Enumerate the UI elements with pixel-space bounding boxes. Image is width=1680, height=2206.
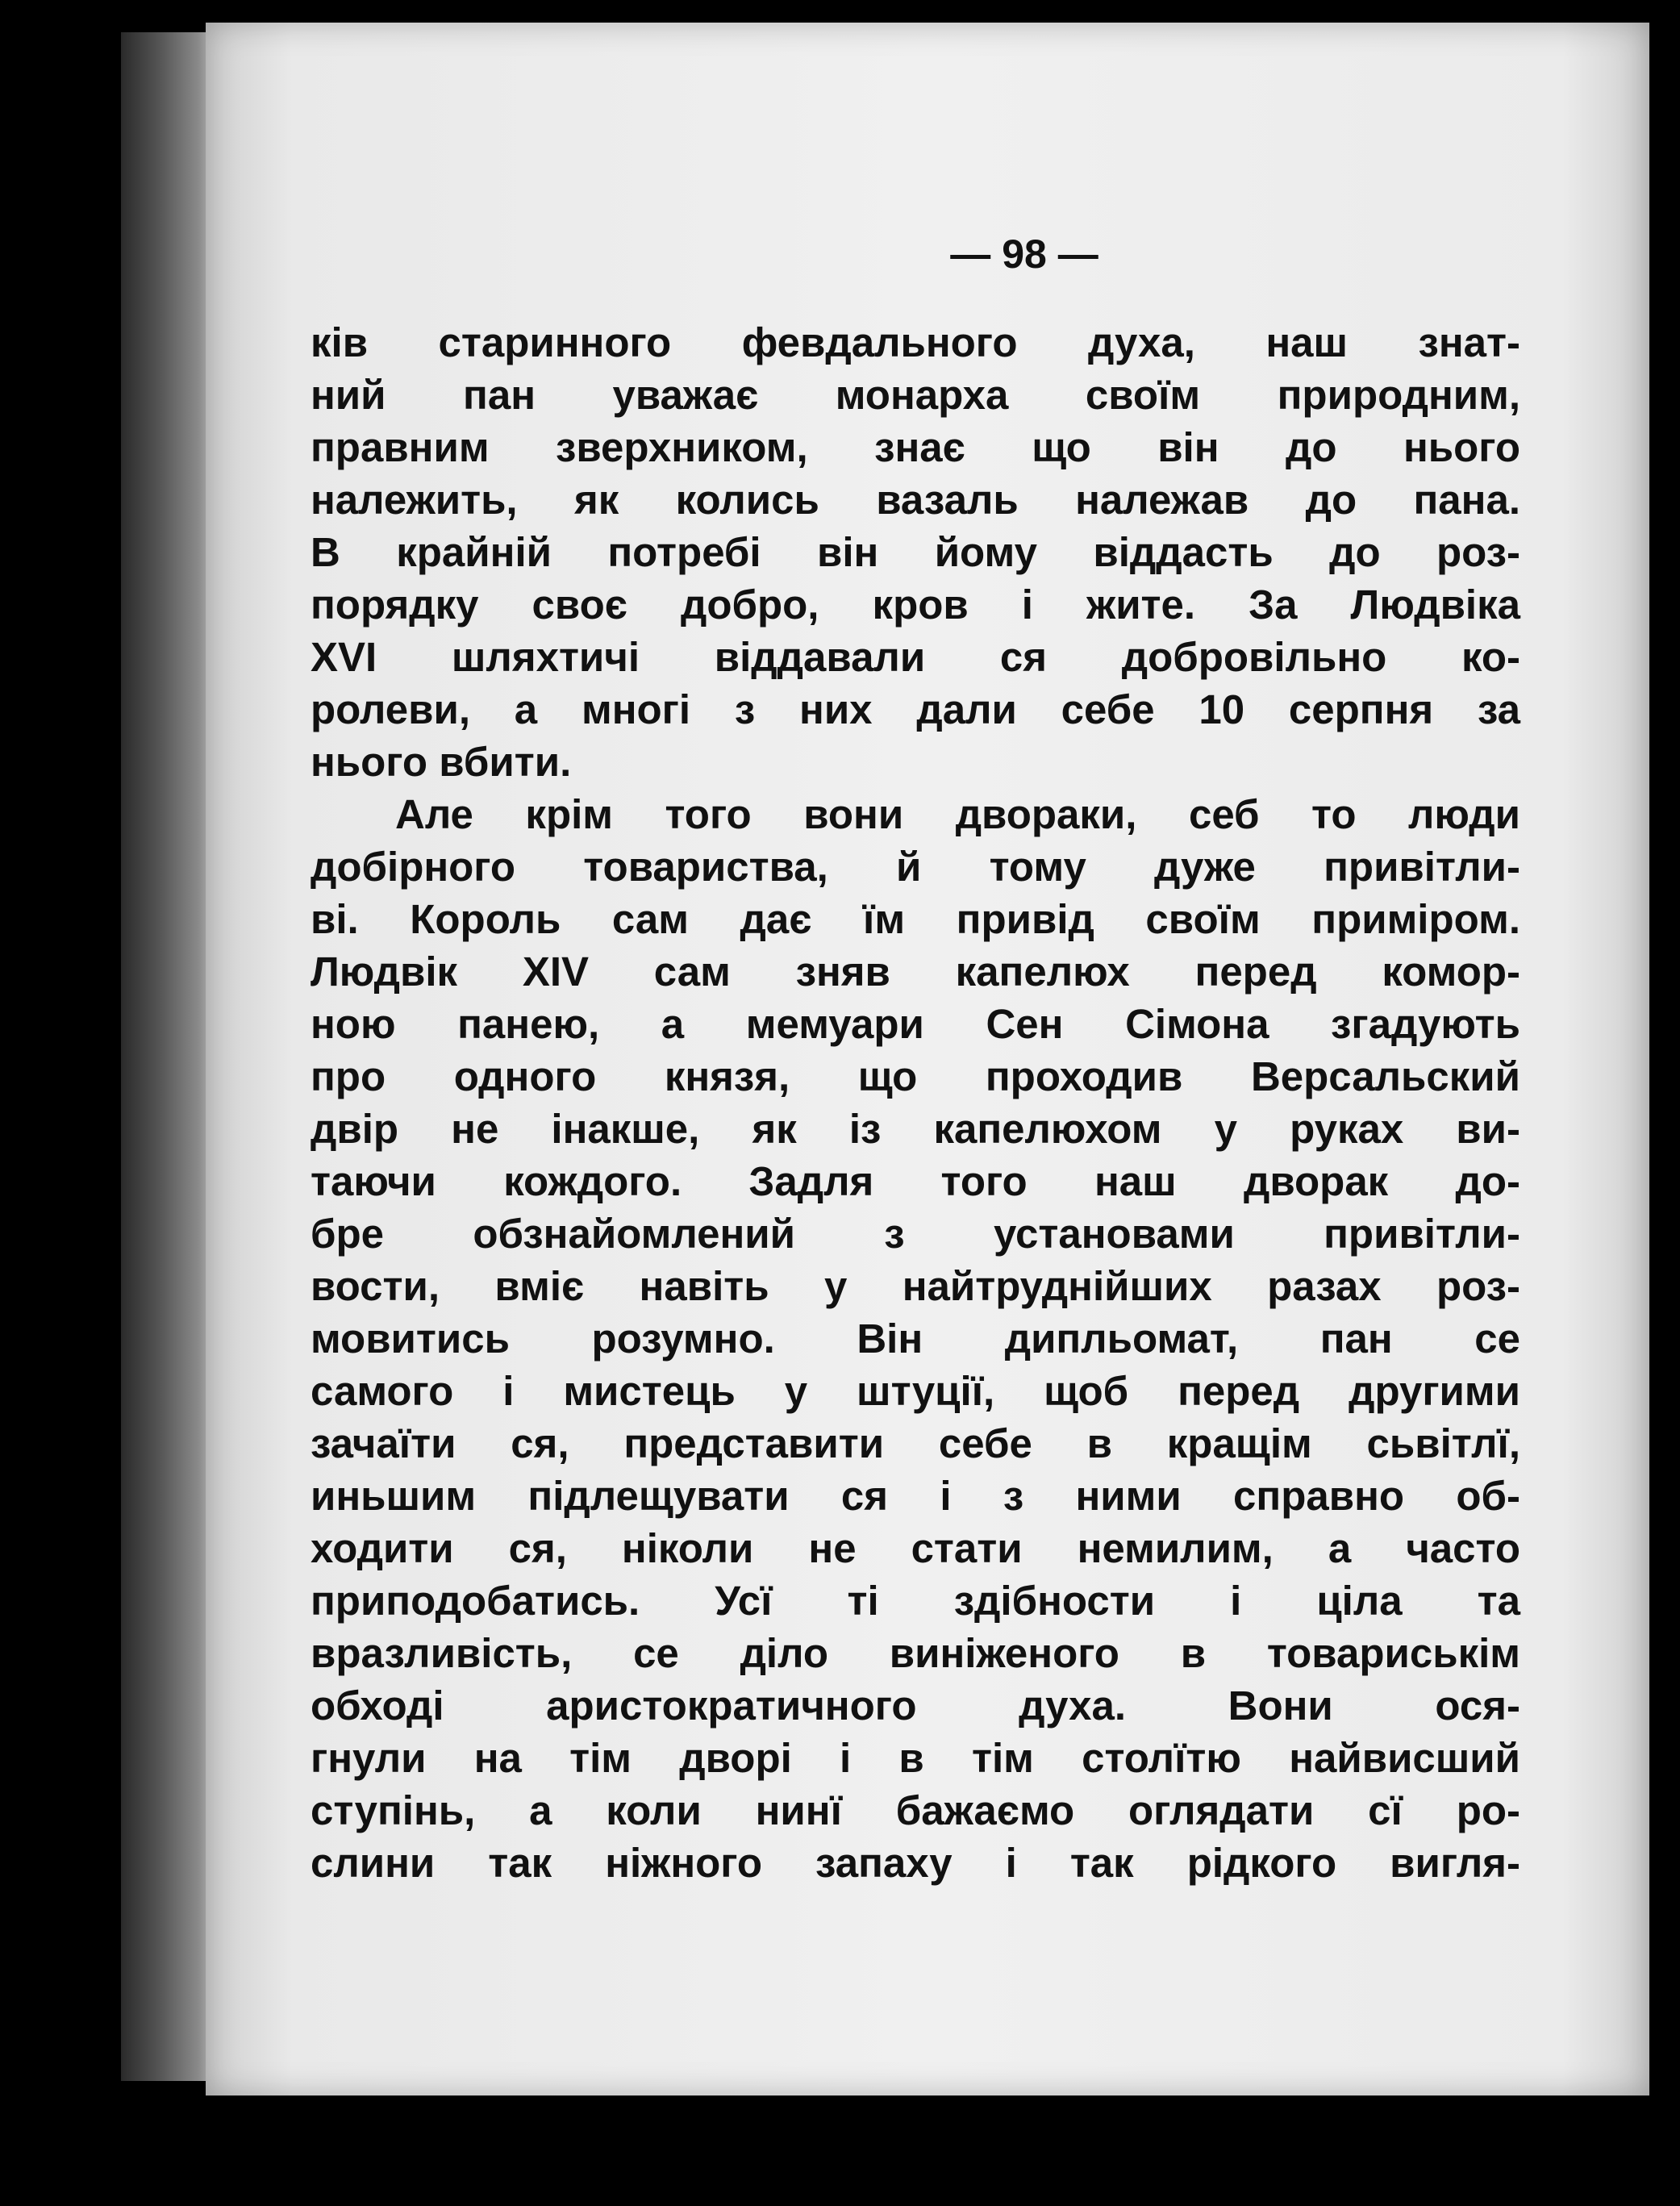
text-line: нього вбити. <box>311 739 572 785</box>
text-line: ролеви, а многі з них дали себе 10 серпня за <box>311 686 1520 732</box>
text-line: Але крім того вони двораки, себ то люди <box>395 791 1520 837</box>
text-line: ступінь, а коли нинї бажаємо оглядати сї ро- <box>311 1787 1520 1833</box>
text-line: ний пан уважає монарха своїм природним, <box>311 372 1520 418</box>
text-line: зачаїти ся, представити себе в кращім сьвітлї, <box>311 1420 1520 1466</box>
text-line: Людвік XIV сам зняв капелюх перед комор- <box>311 949 1520 995</box>
text-line: приподобатись. Усї ті здібности і ціла та <box>311 1578 1520 1624</box>
scan-border-right <box>1656 0 1680 2206</box>
text-line: гнули на тім дворі і в тім столїтю найвисший <box>311 1735 1520 1781</box>
text-line: порядку своє добро, кров і жите. За Людвіка <box>311 582 1520 628</box>
paragraph-2 <box>311 788 1520 1889</box>
text-line: обході аристократичного духа. Вони ося- <box>311 1683 1520 1729</box>
paragraph-1 <box>311 316 1520 788</box>
text-line: слини так ніжного запаху і так рідкого вигля- <box>311 1840 1520 1886</box>
text-line: В крайній потребі він йому віддасть до роз- <box>311 529 1520 575</box>
text-line: ві. Король сам дає їм привід своїм приміром. <box>311 896 1520 942</box>
text-line: належить, як колись вазаль належав до пана. <box>311 477 1520 523</box>
text-line: бре обзнайомлений з установами привітли- <box>311 1211 1520 1257</box>
text-line: иньшим підлещувати ся і з ними справно об- <box>311 1473 1520 1519</box>
text-line: ходити ся, ніколи не стати немилим, а часто <box>311 1525 1520 1571</box>
text-line: двір не інакше, як із капелюхом у руках ви- <box>311 1106 1520 1152</box>
text-line: вости, вміє навіть у найтруднійших разах роз- <box>311 1263 1520 1309</box>
text-line: добірного товариства, й тому дуже привітли- <box>311 844 1520 890</box>
text-line: XVI шляхтичі віддавали ся добровільно ко- <box>311 634 1520 680</box>
text-line: правним зверхником, знає що він до нього <box>311 424 1520 470</box>
text-line: вразливість, се діло виніженого в товариськім <box>311 1630 1520 1676</box>
text-line: мовитись розумно. Він дипльомат, пан се <box>311 1316 1520 1362</box>
page-text <box>311 316 1520 1889</box>
page-number: — 98 — <box>950 231 1098 277</box>
text-line: самого і мистець у штуції, щоб перед другими <box>311 1368 1520 1414</box>
text-line: ною панею, а мемуари Сен Сімона згадують <box>311 1001 1520 1047</box>
text-line: ків старинного февдального духа, наш знат- <box>311 319 1520 365</box>
book-spine-shadow <box>121 32 218 2081</box>
text-line: про одного князя, що проходив Версальский <box>311 1053 1520 1099</box>
text-line: таючи кождого. Задля того наш дворак до- <box>311 1158 1520 1204</box>
